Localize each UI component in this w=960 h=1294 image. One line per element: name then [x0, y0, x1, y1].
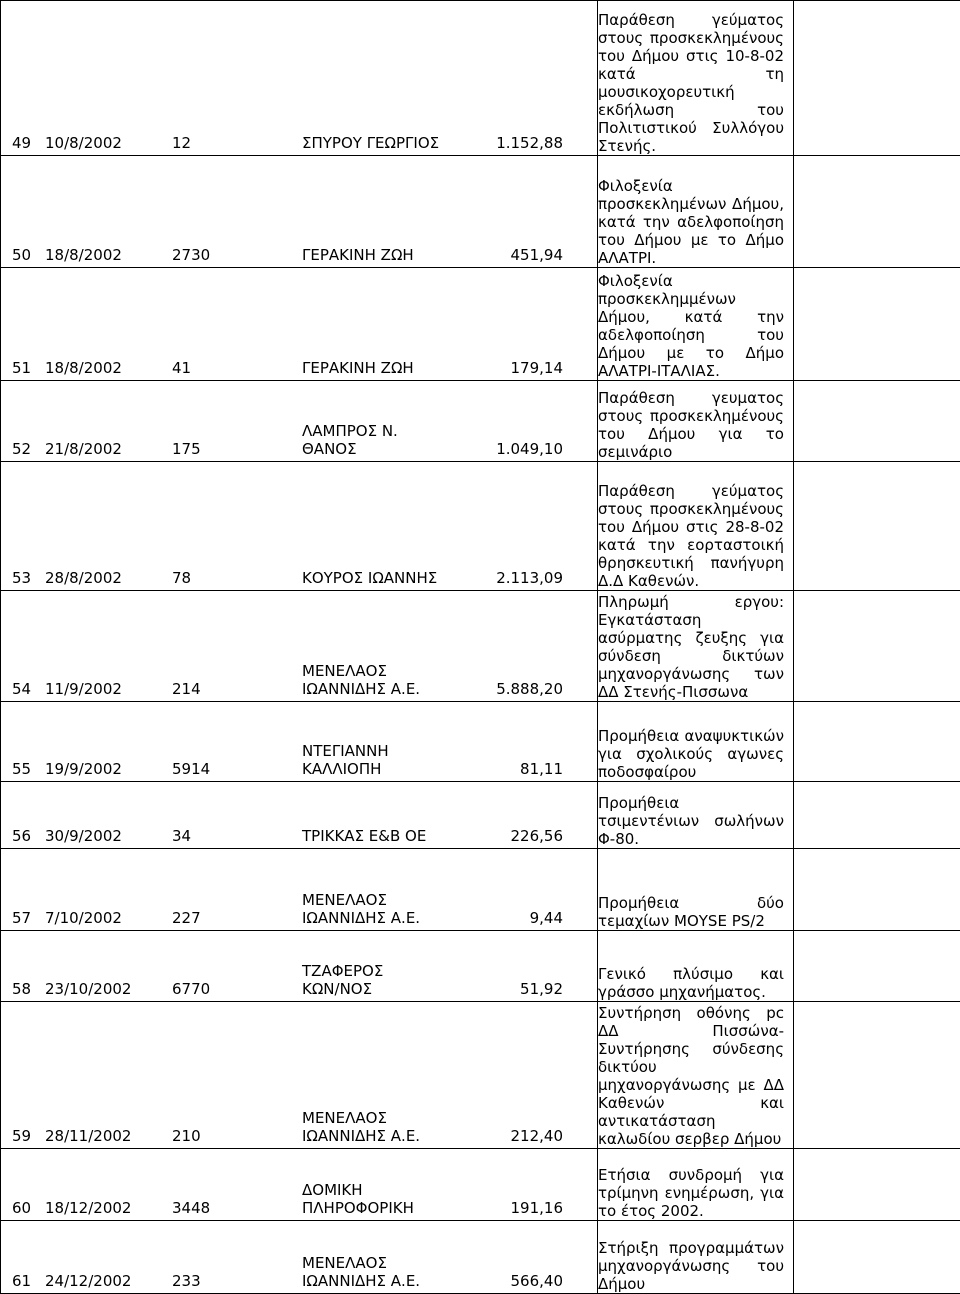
empty-cell — [794, 268, 960, 381]
empty-cell — [794, 1221, 960, 1294]
document-number: 12 — [172, 134, 191, 152]
row-number: 52 — [12, 440, 31, 458]
document-number: 41 — [172, 359, 191, 377]
payee-name: ΤΡΙΚΚΑΣ Ε&Β ΟΕ — [302, 827, 426, 845]
table-row — [1, 381, 960, 462]
table-row — [1, 268, 960, 381]
table-row — [1, 156, 960, 268]
description-cell — [598, 591, 794, 702]
amount: 226,56 — [511, 827, 564, 845]
description-cell — [598, 849, 794, 931]
row-number: 55 — [12, 760, 31, 778]
description-cell — [598, 1149, 794, 1221]
amount: 2.113,09 — [496, 569, 563, 587]
row-number: 59 — [12, 1127, 31, 1145]
row-number: 51 — [12, 359, 31, 377]
amount: 1.152,88 — [496, 134, 563, 152]
amount: 9,44 — [530, 909, 563, 927]
row-number: 50 — [12, 246, 31, 264]
description: Παράθεση γευματος στους προσκεκλημένους του Δήμου για το σεμινάριο — [598, 389, 784, 461]
payee-name: ΜΕΝΕΛΑΟΣ ΙΩΑΝΝΙΔΗΣ Α.Ε. — [302, 1109, 420, 1145]
row-info-cell — [1, 268, 598, 381]
payee-name: ΜΕΝΕΛΑΟΣ ΙΩΑΝΝΙΔΗΣ Α.Ε. — [302, 1254, 420, 1290]
row-info-cell — [1, 591, 598, 702]
description: Προμήθεια δύο τεμαχίων ΜΟΥSE PS/2 — [598, 894, 784, 930]
row-number: 49 — [12, 134, 31, 152]
row-number: 56 — [12, 827, 31, 845]
row-number: 60 — [12, 1199, 31, 1217]
payee-name: ΜΕΝΕΛΑΟΣ ΙΩΑΝΝΙΔΗΣ Α.Ε. — [302, 662, 420, 698]
row-number: 53 — [12, 569, 31, 587]
payee-name: ΔΟΜΙΚΗ ΠΛΗΡΟΦΟΡΙΚΗ — [302, 1181, 414, 1217]
row-number: 54 — [12, 680, 31, 698]
description-cell — [598, 1221, 794, 1294]
description: Γενικό πλύσιμο και γράσσο μηχανήματος. — [598, 965, 784, 1001]
document-number: 34 — [172, 827, 191, 845]
amount: 1.049,10 — [496, 440, 563, 458]
description: Πληρωμή εργου: Εγκατάσταση ασύρματης ζευξης για σύνδεση δικτύων μηχανοργάνωσης των ΔΔ Στενής-Πισσωνα — [598, 593, 784, 701]
row-info-cell — [1, 156, 598, 268]
table-row — [1, 782, 960, 849]
description: Προμήθεια αναψυκτικών για σχολικούς αγωνες ποδοσφαίρου — [598, 727, 784, 781]
document-number: 210 — [172, 1127, 201, 1145]
description-cell — [598, 931, 794, 1002]
amount: 51,92 — [520, 980, 563, 998]
description-cell — [598, 702, 794, 782]
payment-date: 30/9/2002 — [45, 827, 122, 845]
payee-name: ΛΑΜΠΡΟΣ Ν. ΘΑΝΟΣ — [302, 422, 398, 458]
table-row — [1, 1002, 960, 1149]
amount: 566,40 — [511, 1272, 564, 1290]
table-row — [1, 702, 960, 782]
description-cell — [598, 156, 794, 268]
empty-cell — [794, 782, 960, 849]
payee-name: ΤΖΑΦΕΡΟΣ ΚΩΝ/ΝΟΣ — [302, 962, 383, 998]
document-number: 78 — [172, 569, 191, 587]
empty-cell — [794, 1149, 960, 1221]
empty-cell — [794, 381, 960, 462]
document-number: 3448 — [172, 1199, 210, 1217]
payment-date: 23/10/2002 — [45, 980, 131, 998]
payee-name: ΓΕΡΑΚΙΝΗ ΖΩΗ — [302, 246, 414, 264]
payment-date: 18/8/2002 — [45, 246, 122, 264]
empty-cell — [794, 591, 960, 702]
empty-cell — [794, 156, 960, 268]
document-number: 227 — [172, 909, 201, 927]
table-row — [1, 462, 960, 591]
document-number: 214 — [172, 680, 201, 698]
payment-date: 18/12/2002 — [45, 1199, 131, 1217]
description: Ετήσια συνδρομή για τρίμηνη ενημέρωση, για το έτος 2002. — [598, 1166, 784, 1220]
row-info-cell — [1, 1149, 598, 1221]
payment-date: 24/12/2002 — [45, 1272, 131, 1290]
amount: 212,40 — [511, 1127, 564, 1145]
description-cell — [598, 1002, 794, 1149]
row-number: 61 — [12, 1272, 31, 1290]
payment-date: 28/8/2002 — [45, 569, 122, 587]
amount: 191,16 — [511, 1199, 564, 1217]
table-row — [1, 591, 960, 702]
table-row — [1, 931, 960, 1002]
description-cell — [598, 782, 794, 849]
payee-name: ΣΠΥΡΟΥ ΓΕΩΡΓΙΟΣ — [302, 134, 439, 152]
description: Παράθεση γεύματος στους προσκεκλημένους του Δήμου στις 10-8-02 κατά τη μουσικοχορευτική εκδήλωση του Πολιτιστικού Συλλόγου Στενής. — [598, 11, 784, 155]
description-cell — [598, 1, 794, 156]
row-info-cell — [1, 849, 598, 931]
description: Φιλοξενία προσκεκλημμένων Δήμου, κατά την αδελφοποίηση του Δήμου με το Δήμο ΑΛΑΤΡΙ-ΙΤΑΛΙΑΣ. — [598, 272, 784, 380]
empty-cell — [794, 849, 960, 931]
amount: 451,94 — [511, 246, 564, 264]
row-number: 58 — [12, 980, 31, 998]
payee-name: ΚΟΥΡΟΣ ΙΩΑΝΝΗΣ — [302, 569, 437, 587]
description: Προμήθεια τσιμεντένιων σωλήνων Φ-80. — [598, 794, 784, 848]
payment-date: 11/9/2002 — [45, 680, 122, 698]
document-number: 2730 — [172, 246, 210, 264]
empty-cell — [794, 931, 960, 1002]
payee-name: ΝΤΕΓΙΑΝΝΗ ΚΑΛΛΙΟΠΗ — [302, 742, 389, 778]
payment-date: 18/8/2002 — [45, 359, 122, 377]
description-cell — [598, 462, 794, 591]
payment-date: 19/9/2002 — [45, 760, 122, 778]
description-cell — [598, 268, 794, 381]
row-info-cell — [1, 1, 598, 156]
empty-cell — [794, 702, 960, 782]
payment-date: 10/8/2002 — [45, 134, 122, 152]
table-row — [1, 1221, 960, 1294]
amount: 5.888,20 — [496, 680, 563, 698]
amount: 179,14 — [511, 359, 564, 377]
row-info-cell — [1, 1221, 598, 1294]
description: Παράθεση γεύματος στους προσκεκλημένους του Δήμου στις 28-8-02 κατά την εορταστοική θρησκευτική πανήγυρη Δ.Δ Καθενών. — [598, 482, 784, 590]
table-row — [1, 1149, 960, 1221]
row-info-cell — [1, 782, 598, 849]
payment-date: 7/10/2002 — [45, 909, 122, 927]
payment-date: 21/8/2002 — [45, 440, 122, 458]
row-info-cell — [1, 1002, 598, 1149]
description: Φιλοξενία προσκεκλημένων Δήμου, κατά την αδελφοποίηση του Δήμου με το Δήμο ΑΛΑΤΡΙ. — [598, 177, 784, 267]
row-info-cell — [1, 931, 598, 1002]
payee-name: ΓΕΡΑΚΙΝΗ ΖΩΗ — [302, 359, 414, 377]
document-number: 5914 — [172, 760, 210, 778]
row-info-cell — [1, 381, 598, 462]
row-info-cell — [1, 462, 598, 591]
empty-cell — [794, 1, 960, 156]
amount: 81,11 — [520, 760, 563, 778]
payee-name: ΜΕΝΕΛΑΟΣ ΙΩΑΝΝΙΔΗΣ Α.Ε. — [302, 891, 420, 927]
description: Στήριξη προγραμμάτων μηχανοργάνωσης του Δήμου — [598, 1239, 784, 1293]
row-info-cell — [1, 702, 598, 782]
empty-cell — [794, 1002, 960, 1149]
payment-date: 28/11/2002 — [45, 1127, 131, 1145]
document-number: 233 — [172, 1272, 201, 1290]
table-row — [1, 849, 960, 931]
empty-cell — [794, 462, 960, 591]
row-number: 57 — [12, 909, 31, 927]
description: Συντήρηση οθόνης pc ΔΔ Πισσώνα- Συντήρησης σύνδεσης δικτύου μηχανοργάνωσης με ΔΔ Καθενών και αντικατάσταση καλωδίου σερβερ Δήμου — [598, 1004, 784, 1148]
document-number: 6770 — [172, 980, 210, 998]
description-cell — [598, 381, 794, 462]
document-number: 175 — [172, 440, 201, 458]
table-row — [1, 1, 960, 156]
